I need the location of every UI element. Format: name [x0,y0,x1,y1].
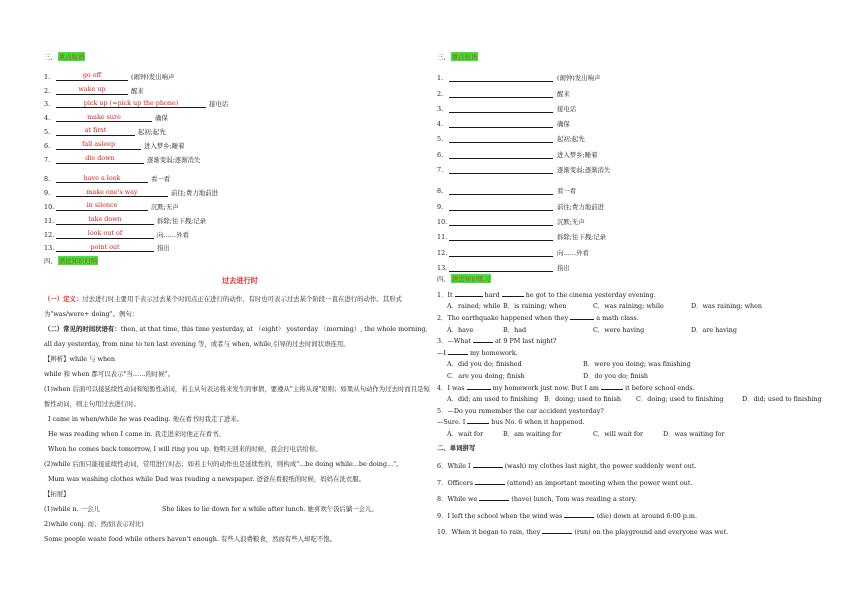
time-adverbial-paragraph [44,322,436,352]
phrase-number: 8. [437,187,444,196]
option-c[interactable]: C．doing; used to finishing [636,395,724,404]
phrase-answer-blank[interactable] [449,142,553,143]
while-conj-line: 2)while conj. 而；然而(表示对比) [44,520,144,529]
phrase-number: 2. [44,86,51,95]
phrase-row [437,257,837,272]
phrase-number: 13. [44,244,55,253]
phrase-number: 3. [437,104,444,113]
phrase-answer-blank[interactable] [449,112,553,113]
phrase-meaning: 拆除;往下拽;记录 [157,216,207,225]
phrase-answer: take down [56,215,154,225]
answer-blank[interactable] [564,517,594,518]
phrase-meaning: 看一看 [557,187,577,196]
option-b[interactable]: B．had [503,325,527,334]
phrase-row [437,195,837,210]
phrase-meaning: 接电话 [209,100,229,109]
left-column [44,50,436,547]
phrase-number: 6. [437,150,444,159]
phrase-number: 2. [437,89,444,98]
phrase-meaning: 前往;费力地前进 [557,202,604,211]
phrase-number: 3. [44,100,51,109]
phrase-answer: at first [56,126,135,136]
phrase-meaning: (闹钟)发出响声 [131,72,175,81]
right-phrase-list [437,67,837,272]
phrase-row [44,81,436,95]
option-a[interactable]: A．wait for [447,429,484,438]
question-6: 6．While I (wash) my clothes last night, the power suddenly went out. [437,462,697,471]
answer-blank[interactable] [570,319,594,320]
question-1-options [437,301,837,313]
phrase-meaning: 拆除;往下拽;记录 [557,233,607,242]
while-noun-line [44,502,436,517]
phrase-number: 11. [437,233,448,242]
phrase-row [437,211,837,226]
example-sentence: She likes to lie down for a while after lunch. 她喜欢午饭后躺一会儿。 [162,505,378,514]
question-8: 8．While we (have) lunch, Tom was reading a story. [437,495,637,504]
phrase-answer: go off [56,71,128,81]
phrase-meaning: 进入梦乡;睡着 [144,141,185,150]
question-4-options [437,394,837,406]
phrase-meaning: 沉默;无声 [557,217,585,226]
phrase-answer: make sure [56,113,152,123]
phrase-row [44,183,436,197]
phrase-row [437,82,837,97]
phrase-answer-blank[interactable] [449,173,553,174]
while-rule: (2)while 后面只能接延续性动词，常用进行时态；如若主句的动作也是延续性的，则构成"...be doing while...be doing..."。 [44,460,403,469]
right-section4-heading [437,273,837,285]
answer-blank[interactable] [479,500,509,501]
phrase-number: 11. [44,216,55,225]
phrase-number: 13. [437,263,448,272]
answer-blank[interactable] [475,484,505,485]
phrase-meaning: 向……外看 [557,248,589,257]
example-sentence: He was reading when I came in. 我走进来时他正在看书。 [48,430,225,439]
definition-paragraph [44,292,436,322]
answer-blank[interactable] [502,296,524,297]
answer-blank[interactable] [542,533,572,534]
comparison-intro: while 和 when 都可以表示"当……的时候"。 [44,370,174,379]
phrase-meaning: 指出 [557,263,570,272]
option-b[interactable]: B．doing; used to finish [544,395,622,404]
while-noun-label: (1)while n. 一会儿 [44,505,100,514]
phrase-number: 5. [437,135,444,144]
option-d[interactable]: D．was raining; when [691,302,763,311]
phrase-meaning: 进入梦乡;睡着 [557,150,598,159]
answer-blank[interactable] [467,389,491,390]
phrase-meaning: 指出 [157,244,170,253]
question-7: 7．Officers (attend) an important meeting when the power went out. [437,478,693,487]
question-5: 5．—Do you remember the car accident yesterday? [437,406,604,415]
phrase-answer: point out [56,243,154,253]
right-column [437,50,837,541]
phrase-meaning: 确保 [155,114,168,123]
answer-blank[interactable] [455,296,483,297]
example-sentence: When he comes back tomorrow, I will ring you up. 他明天回来的时候，我会打电话给你。 [48,445,322,454]
phrase-row [44,197,436,211]
phrase-row [437,128,837,143]
phrase-row [44,225,436,239]
phrase-answer-blank[interactable] [449,127,553,128]
phrase-meaning: 向……外看 [157,230,189,239]
phrase-number: 6. [44,141,51,150]
section-number: 四、 [437,275,450,284]
phrase-answer: wake up [56,85,128,95]
option-c[interactable]: C．are you doing; finish [447,372,525,381]
phrase-answer: in silence [56,201,148,211]
phrase-number: 7. [437,166,444,175]
spelling-section-heading: 二、单词拼写 [437,443,476,452]
phrase-row [44,211,436,225]
phrase-number: 12. [44,230,55,239]
question-3-options [437,359,837,371]
answer-blank[interactable] [467,423,489,424]
section-highlight: 语法知识练习 [451,275,491,284]
option-b[interactable]: B．is raining; when [503,302,567,311]
left-phrase-list [44,67,436,252]
definition-label: （一）定义： [44,295,83,304]
section-number: 三、 [437,52,450,61]
question-2-options [437,325,837,337]
question-2: 2．The earthquake happened when they a math class. [437,314,639,323]
phrase-answer-blank[interactable] [449,256,553,257]
option-a[interactable]: A．did you do; finished [447,360,522,369]
section-number: 三、 [44,52,57,61]
phrase-answer-blank[interactable] [449,81,553,82]
option-d[interactable]: D．was waiting for [663,429,725,438]
phrase-meaning: 看一看 [151,175,171,184]
phrase-row [44,170,436,184]
phrase-row [437,180,837,195]
phrase-number: 9. [44,189,51,198]
time-adverbial-label: （二）常见的时间状语有： [44,325,121,334]
phrase-meaning: 起初;起先 [138,127,166,136]
time-adverbial-text: then, at that time, this time yesterday, at （eight） yesterday （morning）, the whole morning, all day yesterday, from nine to ten last evening 等，或者与 when, while,引导的过去时间状语连用。 [44,325,428,349]
phrase-number: 1. [44,72,51,81]
phrase-number: 4. [44,114,51,123]
phrase-number: 9. [437,202,444,211]
phrase-row [437,226,837,241]
phrase-row [44,122,436,136]
phrase-meaning: 醒来 [557,89,570,98]
right-section3-heading [437,50,837,62]
question-5-answer-line: —Sure. I bus No. 6 when it happened. [437,418,585,427]
question-5-options [437,429,837,441]
phrase-number: 8. [44,175,51,184]
phrase-row [44,95,436,109]
phrase-row [437,113,837,128]
phrase-meaning: 前往;费力地前进 [171,189,218,198]
answer-blank[interactable] [473,467,503,468]
phrase-number: 5. [44,127,51,136]
left-section4-heading [44,254,436,266]
phrase-number: 10. [437,217,448,226]
phrase-number: 12. [437,248,448,257]
when-rule: (1)when 后面可以接延续性动词和短暂性动词，若主从句表达将来发生的事情，要遵从"主将从现"原则；如果从句动作为过去时而且是短暂性动词，则主句用过去进行时。 [44,385,430,409]
option-a[interactable]: A．did; am used to finishing [447,395,539,404]
phrase-answer-blank[interactable] [449,225,553,226]
phrase-answer: make one's way [56,188,168,198]
phrase-row [44,136,436,150]
grammar-title: 过去进行时 [222,276,258,286]
question-9: 9．I left the school when the wind was (die) down at around 6:00 p.m. [437,511,697,520]
phrase-row [437,67,837,82]
phrase-answer-blank[interactable] [449,240,553,241]
answer-blank[interactable] [473,342,493,343]
question-10: 10．When it began to rain, they (run) on the playground and everyone was wet. [437,528,729,537]
option-d[interactable]: D．do you do; finish [583,372,649,381]
option-c[interactable]: C．was raining; while [593,302,664,311]
phrase-answer-blank[interactable] [449,97,553,98]
question-3: 3．—What at 9 PM last night? [437,337,557,346]
phrase-number: 10. [44,202,55,211]
phrase-meaning: 确保 [557,120,570,129]
phrase-row [437,143,837,158]
definition-text: 过去进行时主要用于表示过去某个时间点正在进行的动作，有时也可表示过去某个阶段一直在进行的动作。其形式为"was/were+ doing"。例句： [44,295,402,319]
phrase-row [44,239,436,253]
phrase-row [437,98,837,113]
phrase-meaning: 逐渐变弱;逐渐消失 [147,155,201,164]
phrase-answer: have a look [56,174,148,184]
option-a[interactable]: A．rained; while [447,302,501,311]
question-3-answer-line: —I my homework. [437,348,518,357]
phrase-number: 1. [437,74,444,83]
phrase-meaning: 起初;起先 [557,135,585,144]
phrase-answer-blank[interactable] [449,158,553,159]
phrase-answer: fall asleep [56,140,141,150]
question-3-options-2 [437,371,837,383]
phrase-meaning: (闹钟)发出响声 [557,74,601,83]
answer-blank[interactable] [448,354,468,355]
question-1: 1．It hard he got to the cinema yesterday evening. [437,290,656,299]
section-highlight: 重点短语 [58,52,85,61]
phrase-answer-blank[interactable] [449,271,553,272]
phrase-row [437,241,837,256]
phrase-meaning: 接电话 [557,104,577,113]
option-b[interactable]: B．am waiting for [503,429,562,438]
option-d[interactable]: D．are having [691,325,737,334]
phrase-answer: look out of [56,229,154,239]
phrase-meaning: 醒来 [131,86,144,95]
option-b[interactable]: B．were you doing; was finishing [583,360,691,369]
phrase-row [44,108,436,122]
question-4: 4．I was my homework just now. But I am it before school ends. [437,383,695,392]
phrase-row [44,150,436,164]
section-highlight: 重点短语 [451,52,478,61]
phrase-number: 7. [44,155,51,164]
option-c[interactable]: C．were having [593,325,645,334]
section-number: 四、 [44,256,57,265]
section-highlight: 语法知识归纳 [58,256,98,265]
left-section3-heading [44,50,436,62]
phrase-answer: die down [56,154,144,164]
phrase-meaning: 沉默;无声 [151,202,179,211]
option-a[interactable]: A．have [447,325,474,334]
phrase-number: 4. [437,120,444,129]
phrase-row [437,159,837,174]
phrase-answer: pick up (=pick up the phone) [56,99,206,109]
example-sentence: Some people waste food while others haven't enough. 有些人浪费粮食，然而有些人却吃不饱。 [44,535,337,544]
example-sentence: Mum was washing clothes while Dad was reading a newspaper. 爸爸在看报纸的时候，妈妈在洗衣服。 [48,475,366,484]
answer-blank[interactable] [601,389,623,390]
phrase-meaning: 逐渐变弱;逐渐消失 [557,166,611,175]
phrase-row [44,67,436,81]
example-sentence: I came in when/while he was reading. 他在看书时我走了进来。 [48,415,244,424]
comparison-heading: 【辨析】while 与 when [44,355,115,364]
phrase-answer-blank[interactable] [449,210,553,211]
option-d[interactable]: D．did; used to finishing [742,395,822,404]
option-c[interactable]: C．will wait for [593,429,644,438]
extension-heading: 【拓展】 [44,490,70,499]
phrase-answer-blank[interactable] [449,194,553,195]
